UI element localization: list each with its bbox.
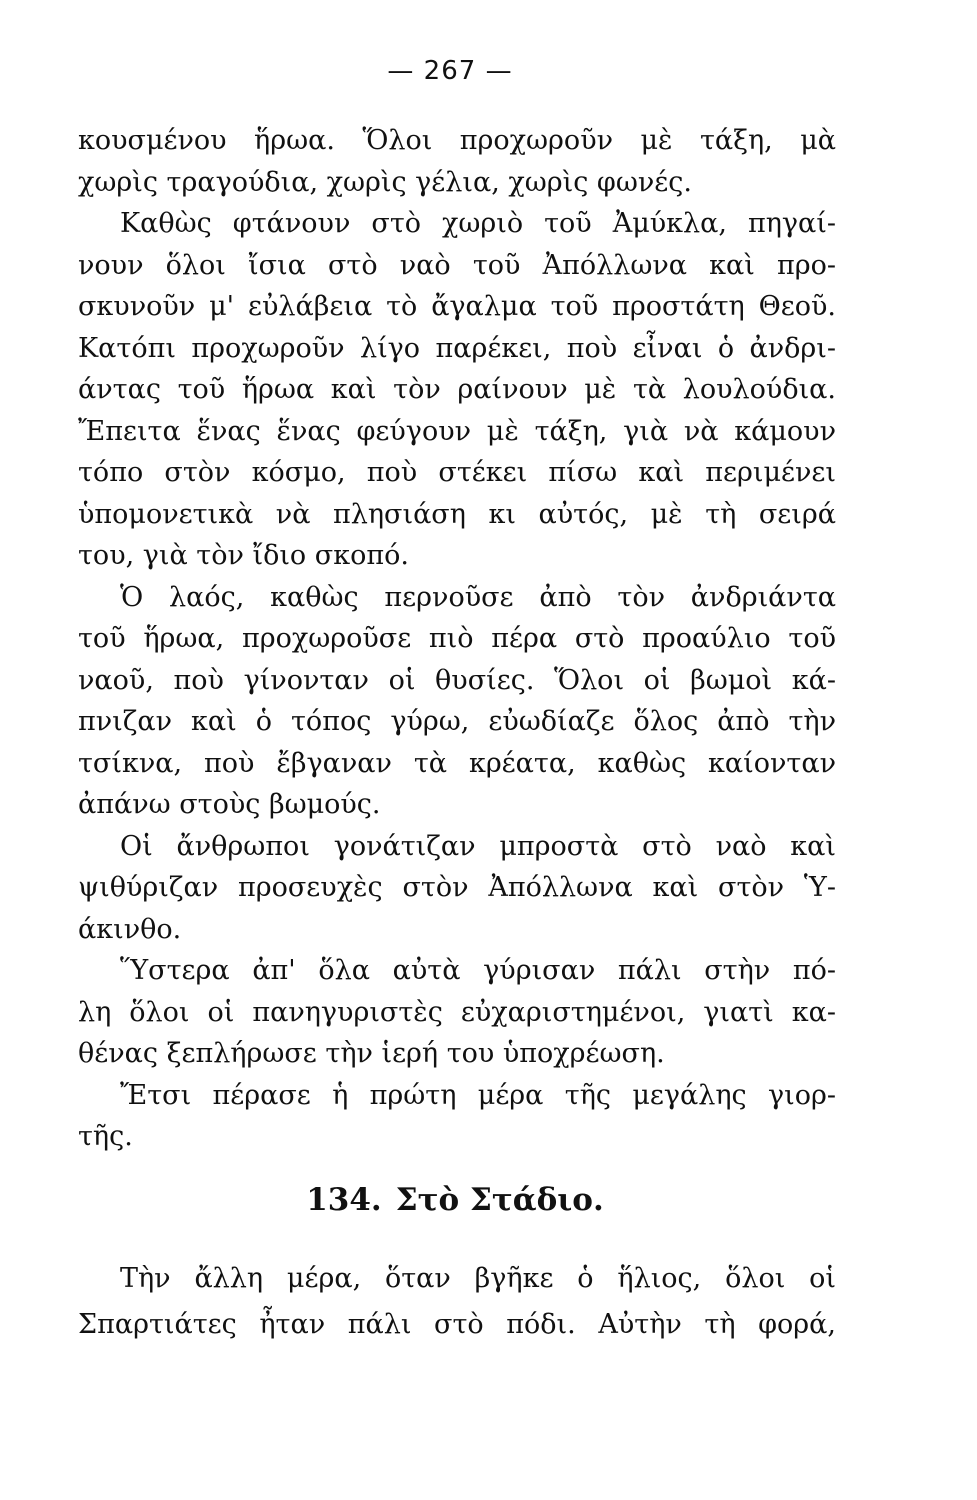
text-line: τόπο στὸν κόσμο, ποὺ στέκει πίσω καὶ περιμένει xyxy=(78,457,836,488)
text-line: λη ὅλοι οἱ πανηγυριστὲς εὐχαριστημένοι, γιατὶ κα- xyxy=(78,997,836,1028)
text-line: ναοῦ, ποὺ γίνονταν οἱ θυσίες. Ὅλοι οἱ βωμοὶ κά- xyxy=(78,665,836,696)
text-line: τῆς. xyxy=(78,1121,133,1152)
section-number: 134. xyxy=(306,1182,382,1218)
text-line: νουν ὅλοι ἴσια στὸ ναὸ τοῦ Ἀπόλλωνα καὶ προ- xyxy=(78,250,836,281)
text-line: Ἔπειτα ἕνας ἕνας φεύγουν μὲ τάξη, γιὰ νὰ κάμουν xyxy=(78,416,836,447)
text-line: Οἱ ἄνθρωποι γονάτιζαν μπροστὰ στὸ ναὸ καὶ xyxy=(120,831,836,862)
text-line: σκυνοῦν μ' εὐλάβεια τὸ ἄγαλμα τοῦ προστάτη Θεοῦ. xyxy=(78,291,836,322)
text-line: ψιθύριζαν προσευχὲς στὸν Ἀπόλλωνα καὶ στὸν Ὑ- xyxy=(78,872,836,903)
text-line: χωρὶς τραγούδια, χωρὶς γέλια, χωρὶς φωνές. xyxy=(78,167,692,198)
text-line: του, γιὰ τὸν ἴδιο σκοπό. xyxy=(78,540,409,571)
text-line: Ὁ λαός, καθὼς περνοῦσε ἀπὸ τὸν ἀνδριάντα xyxy=(120,582,836,613)
text-line: άκινθο. xyxy=(78,914,182,945)
text-line: Καθὼς φτάνουν στὸ χωριὸ τοῦ Ἀμύκλα, πηγαί- xyxy=(120,208,836,239)
text-line: Σπαρτιάτες ἦταν πάλι στὸ πόδι. Αὐτὴν τὴ φορά, xyxy=(78,1309,836,1340)
section-heading xyxy=(0,1182,910,1218)
text-line: τοῦ ἥρωα, προχωροῦσε πιὸ πέρα στὸ προαύλιο τοῦ xyxy=(78,623,836,654)
text-line: Ἔτσι πέρασε ἡ πρώτη μέρα τῆς μεγάλης γιορ- xyxy=(120,1080,836,1111)
text-line: πνιζαν καὶ ὁ τόπος γύρω, εὐωδίαζε ὅλος ἀπὸ τὴν xyxy=(78,706,836,737)
text-line: Κατόπι προχωροῦν λίγο παρέκει, ποὺ εἶναι ὁ ἀνδρι- xyxy=(78,333,836,364)
text-line: Ὕστερα ἀπ' ὅλα αὐτὰ γύρισαν πάλι στὴν πό- xyxy=(120,955,836,986)
page-number: — 267 — xyxy=(387,56,513,86)
text-line: τσίκνα, ποὺ ἔβγαναν τὰ κρέατα, καθὼς καίονταν xyxy=(78,748,836,779)
text-line: ἀπάνω στοὺς βωμούς. xyxy=(78,789,381,820)
text-line: Τὴν ἄλλη μέρα, ὅταν βγῆκε ὁ ἥλιος, ὅλοι οἱ xyxy=(120,1263,836,1294)
text-line: θένας ξεπλήρωσε τὴν ἱερή του ὑποχρέωση. xyxy=(78,1038,665,1069)
text-line: ὑπομονετικὰ νὰ πλησιάση κι αὐτός, μὲ τὴ σειρά xyxy=(78,499,836,530)
text-line: κουσμένου ἥρωα. Ὅλοι προχωροῦν μὲ τάξη, μὰ xyxy=(78,125,836,156)
section-title: Στὸ Στάδιο. xyxy=(395,1182,604,1218)
text-line: άντας τοῦ ἥρωα καὶ τὸν ραίνουν μὲ τὰ λουλούδια. xyxy=(78,374,836,405)
